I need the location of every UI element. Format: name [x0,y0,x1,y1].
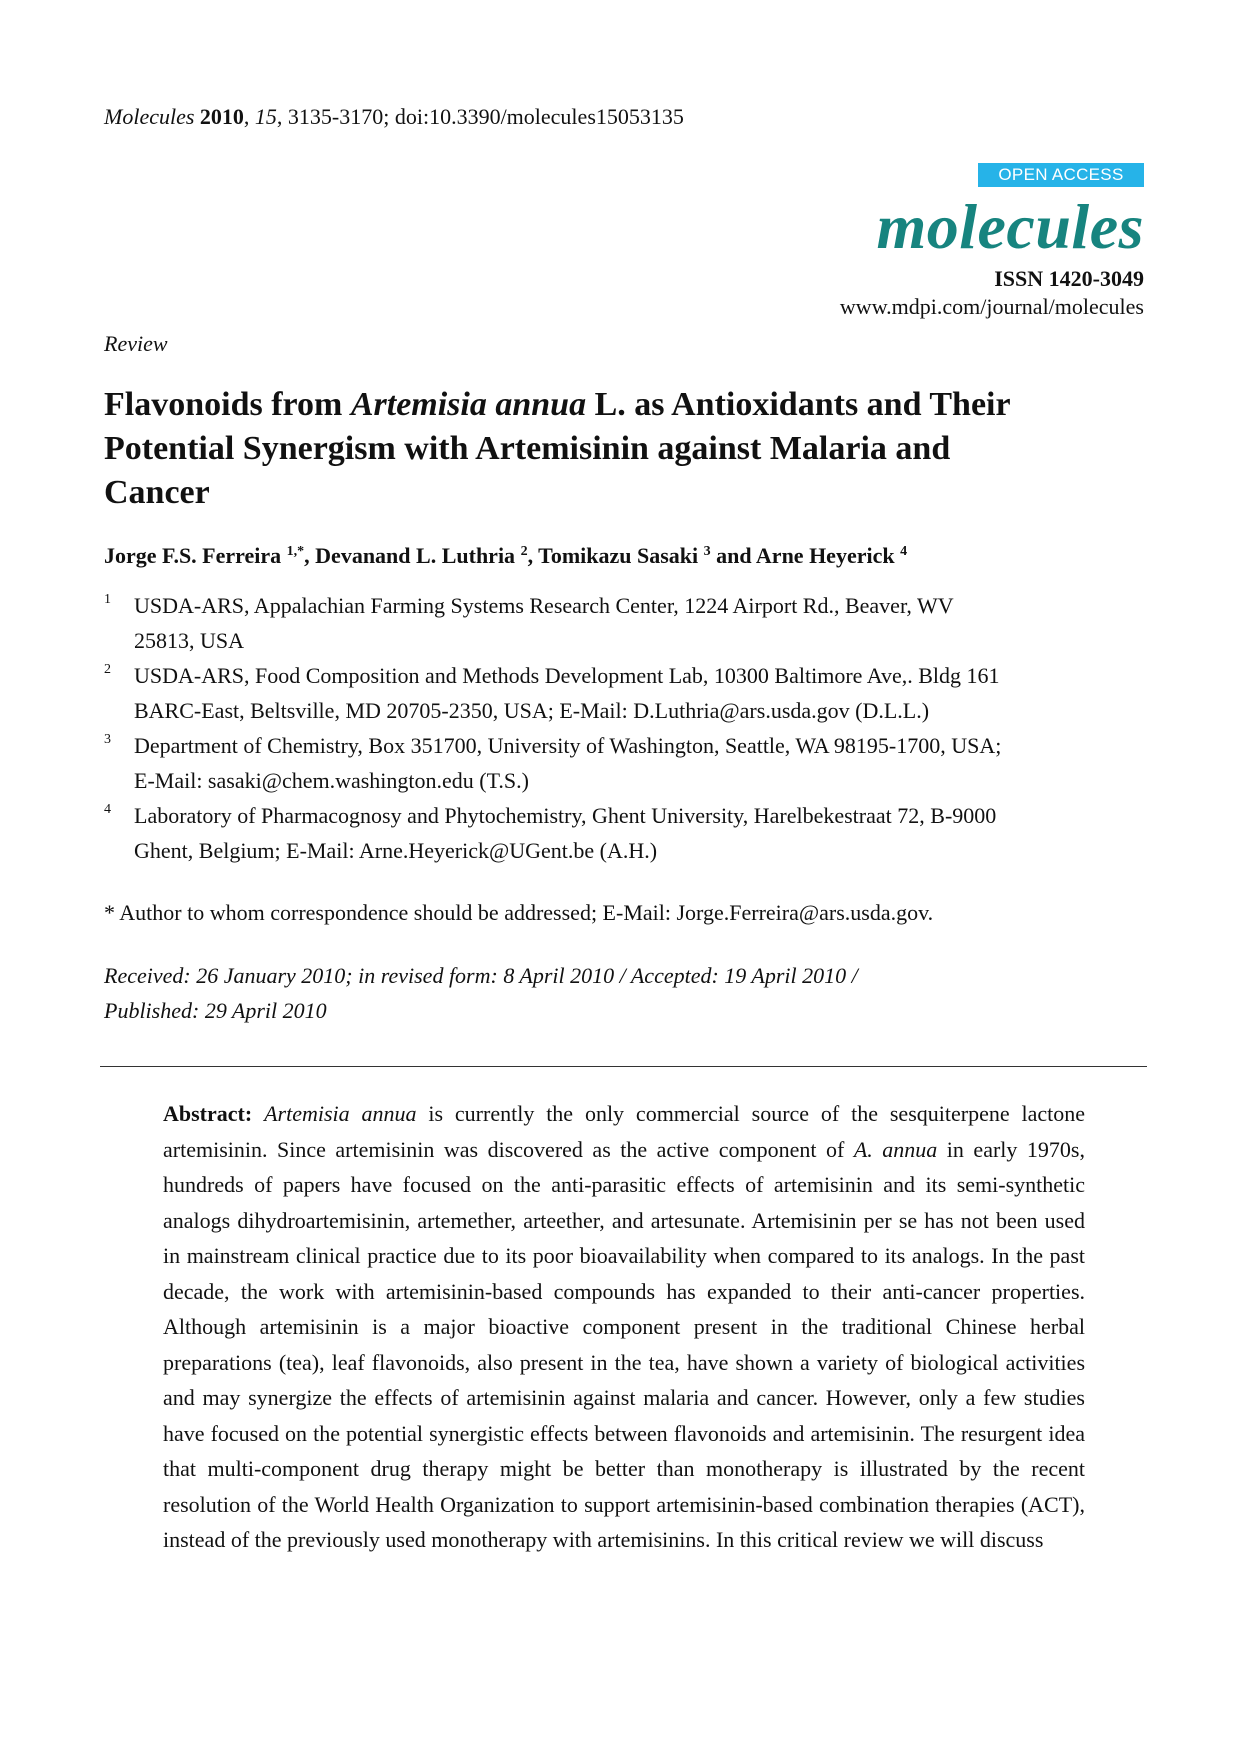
author-affil-marker: 2 [520,544,528,559]
title-part2: L. as Antioxidants and Their [586,386,1011,423]
affiliation-text: E-Mail: sasaki@chem.washington.edu (T.S.) [134,768,529,793]
author-affil-marker: 4 [900,544,908,559]
affiliation-list [104,588,1144,868]
author-name: Tomikazu Sasaki [538,543,699,568]
affiliation-number: 3 [104,732,111,747]
affiliation-item [104,588,1144,658]
affiliation-text: USDA-ARS, Appalachian Farming Systems Research Center, 1224 Airport Rd., Beaver, WV [134,593,954,618]
abstract-text: is currently the only commercial source of the sesquiterpene lactone artemisinin. Since artemisinin was discovered as the active component of [163,1101,1085,1162]
title-line2: Potential Synergism with Artemisinin against Malaria and [104,430,951,467]
journal-logo: molecules [876,191,1144,262]
author-affil-marker: 1,* [286,544,305,559]
affiliation-number: 2 [104,662,111,677]
author-name: Arne Heyerick [755,543,895,568]
article-title [104,383,1144,515]
open-access-badge: OPEN ACCESS [978,163,1144,187]
abstract-label: Abstract: [163,1101,253,1126]
abstract-text: in early 1970s, hundreds of papers have focused on the anti-parasitic effects of artemisinin and its semi-synthetic analogs dihydroartemisinin, artemether, arteether, and artesunate. Artemisinin per se has not been used in mainstream clinical practice due to its poor bioavailability when compared to its analogs. In the past decade, the work with artemisinin-based compounds has expanded to their anti-cancer properties. Although artemisinin is a major bioactive component present in the traditional Chinese herbal preparations (tea), leaf flavonoids, also present in the tea, have shown a variety of biological activities and may synergize the effects of artemisinin against malaria and cancer. However, only a few studies have focused on the potential synergistic effects between flavonoids and artemisinin. The resurgent idea that multi-component drug therapy might be better than monotherapy is illustrated by the recent resolution of the World Health Organization to support artemisinin-based combination therapies (ACT), instead of the previously used monotherapy with artemisinins. In this critical review we will discuss [163,1136,1085,1552]
section-divider [100,1066,1147,1067]
citation-line: Molecules 2010, 15, 3135-3170; doi:10.3390/molecules15053135 [104,104,684,129]
journal-url[interactable]: www.mdpi.com/journal/molecules [839,294,1144,319]
affiliation-item [104,658,1144,728]
correspondence-note: * Author to whom correspondence should be addressed; E-Mail: Jorge.Ferreira@ars.usda.gov. [104,900,934,925]
affiliation-number: 4 [104,802,111,817]
affiliation-text: Laboratory of Pharmacognosy and Phytochemistry, Ghent University, Harelbekestraat 72, B-9000 [134,803,997,828]
affiliation-text: Department of Chemistry, Box 351700, University of Washington, Seattle, WA 98195-1700, USA; [134,733,1002,758]
citation-year: 2010 [199,104,244,129]
author-separator: and [710,543,756,568]
publication-dates [104,958,858,1028]
issn: ISSN 1420-3049 [994,266,1144,291]
citation-volume: 15 [254,104,277,129]
author-list [104,543,907,569]
abstract-species: Artemisia annua [264,1101,417,1126]
author-affil-marker: 3 [703,544,711,559]
dates-line2: Published: 29 April 2010 [104,998,327,1023]
dates-line1: Received: 26 January 2010; in revised form: 8 April 2010 / Accepted: 19 April 2010 / [104,963,858,988]
affiliation-text: USDA-ARS, Food Composition and Methods Development Lab, 10300 Baltimore Ave,. Bldg 161 [134,663,1000,688]
article-type: Review [104,331,168,356]
affiliation-text: Ghent, Belgium; E-Mail: Arne.Heyerick@UGent.be (A.H.) [134,838,658,863]
title-part1: Flavonoids from [104,386,351,423]
abstract-species-abbrev: A. annua [853,1136,938,1162]
affiliation-text: BARC-East, Beltsville, MD 20705-2350, USA; E-Mail: D.Luthria@ars.usda.gov (D.L.L.) [134,698,930,723]
author-separator: , [527,543,539,568]
affiliation-number: 1 [104,592,111,607]
title-line3: Cancer [104,474,210,511]
author-name: Devanand L. Luthria [315,543,516,568]
affiliation-item [104,728,1144,798]
author-separator: , [304,543,316,568]
citation-doi: , 3135-3170; doi:10.3390/molecules15053135 [276,104,684,129]
affiliation-item [104,798,1144,868]
title-species: Artemisia annua [350,386,587,423]
author-name: Jorge F.S. Ferreira [104,543,282,568]
abstract [163,1096,1085,1558]
affiliation-text: 25813, USA [134,628,245,653]
citation-journal: Molecules [104,104,195,129]
